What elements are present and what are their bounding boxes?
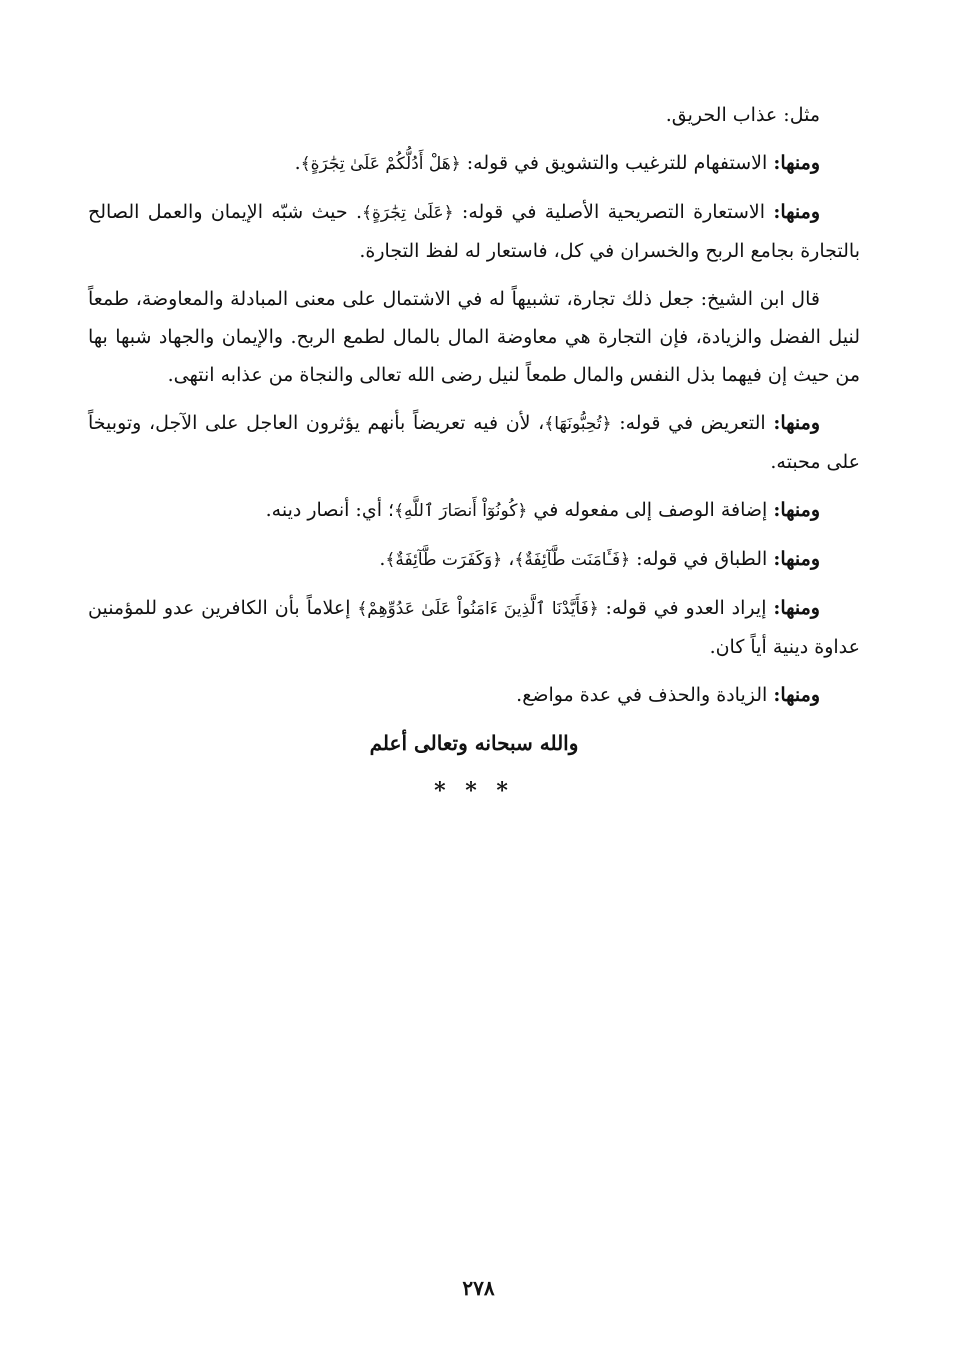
paragraph-istifham xyxy=(88,144,860,183)
paragraph-text: مثل: عذاب الحريق. xyxy=(665,104,820,126)
paragraph-istiara xyxy=(88,193,860,270)
paragraph-text: قال ابن الشيخ: جعل ذلك تجارة، تشبيهاً له في الاشتمال على معنى المبادلة والمعاوضة، طمعاً لنيل الفضل والزيادة، فإن التجارة هي معاوضة المال بالمال لطمع الربح. والإيمان والجهاد شبها بها من حيث إن فيهما بذل النفس والمال طمعاً لنيل رضى الله تعالى والنجاة من عذابه انتهى. xyxy=(88,288,860,386)
closing-formula: والله سبحانه وتعالى أعلم xyxy=(369,731,579,755)
paragraph-lead: ومنها: xyxy=(773,499,820,521)
paragraph-tail: إعلاماً بأن الكافرين عدو للمؤمنين عداوة دينية أياً كان. xyxy=(88,597,860,658)
paragraph-lead: ومنها: xyxy=(773,597,820,619)
paragraph-text: الطباق في قوله: xyxy=(630,548,774,570)
page-number: ٢٧٨ xyxy=(462,1276,495,1300)
section-separator: * * * xyxy=(434,778,514,804)
quran-quote: ﴿عَلَىٰ تِجَٰرَةٍ﴾ xyxy=(362,203,454,223)
paragraph-text: إيراد العدو في قوله: xyxy=(598,597,774,619)
paragraph-lead: ومنها: xyxy=(773,684,820,706)
paragraph-tail: ، لأن فيه تعريضاً بأنهم يؤثرون العاجل على الآجل، وتوبيخاً على محبته. xyxy=(88,412,860,473)
quran-quote: ﴿كُونُوٓاْ أَنصَارَ ٱللَّهِ﴾ xyxy=(394,501,528,521)
paragraph-text: الاستعارة التصريحية الأصلية في قوله: xyxy=(453,201,774,223)
quran-quote: ﴿فَأَيَّدْنَا ٱلَّذِينَ ءَامَنُواْ عَلَىٰ عَدُوِّهِمْ﴾ xyxy=(357,599,599,619)
paragraph-example xyxy=(88,96,860,134)
quran-quote: ﴿هَلْ أَدُلُّكُمْ عَلَىٰ تِجَٰرَةٍ﴾ xyxy=(300,154,461,174)
paragraph-ibn-alsheikh xyxy=(88,280,860,394)
paragraph-mid: ، xyxy=(502,548,515,570)
paragraph-tail: . حيث شبّه الإيمان والعمل الصالح بالتجارة بجامع الربح والخسران في كل، فاستعار له لفظ التجارة. xyxy=(88,201,860,262)
paragraph-iraad xyxy=(88,589,860,666)
quran-quote-second: ﴿وَكَفَرَت طَّآئِفَةٌ﴾ xyxy=(385,550,503,570)
paragraph-lead: ومنها: xyxy=(773,412,820,434)
quran-quote: ﴿فَـَٔامَنَت طَّآئِفَةٌ﴾ xyxy=(514,550,631,570)
paragraph-lead: ومنها: xyxy=(773,548,820,570)
paragraph-idafa xyxy=(88,491,860,530)
paragraph-tail: ؛ أي: أنصار دينه. xyxy=(265,499,395,521)
paragraph-tibaq xyxy=(88,540,860,579)
paragraph-tail: . xyxy=(379,548,386,570)
paragraph-text: الاستفهام للترغيب والتشويق في قوله: xyxy=(460,152,774,174)
paragraph-tail: . xyxy=(294,152,301,174)
quran-quote: ﴿تُحِبُّونَهَا﴾ xyxy=(544,414,612,434)
paragraph-ziyada xyxy=(88,676,860,714)
page-body xyxy=(88,96,860,810)
paragraph-text: الزيادة والحذف في عدة مواضع. xyxy=(516,684,774,706)
paragraph-tarid xyxy=(88,404,860,481)
paragraph-lead: ومنها: xyxy=(773,152,820,174)
paragraph-text: التعريض في قوله: xyxy=(611,412,774,434)
paragraph-lead: ومنها: xyxy=(773,201,820,223)
paragraph-text: إضافة الوصف إلى مفعوله في xyxy=(527,499,774,521)
